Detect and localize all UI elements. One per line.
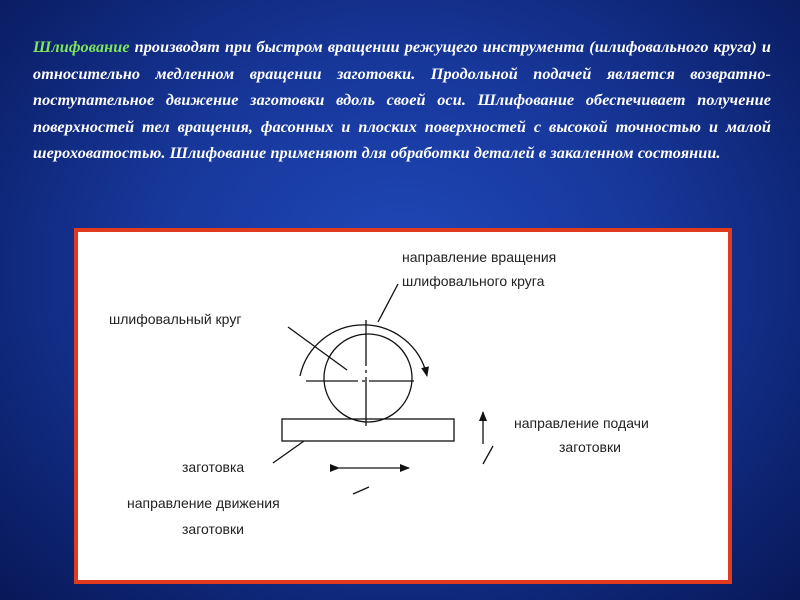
- diagram-frame: [74, 228, 732, 584]
- slide-body-text: [33, 34, 771, 167]
- wheel-rotation-arrow: [300, 325, 427, 376]
- workpiece-label-leader: [273, 441, 304, 463]
- workpiece-label: заготовка: [182, 459, 245, 475]
- feed-direction-label-line2: заготовки: [559, 439, 621, 455]
- grinding-diagram: [78, 232, 728, 580]
- rotation-label-leader: [378, 284, 398, 322]
- paragraph-text: производят при быстром вращении режущего инструмента (шлифовального круга) и относительно медленном вращении заготовки. Продольной подачей является возвратно-поступательное движение заготовки вдоль своей оси. Шлифование обеспечивает получение поверхностей тел вращения, фасонных и плоских поверхностей с высокой точностью и малой шероховатостью. Шлифование применяют для обработки деталей в закаленном состоянии.: [33, 38, 771, 162]
- feed-label-leader: [483, 446, 493, 464]
- grinding-wheel-label: шлифовальный круг: [109, 311, 242, 327]
- highlighted-term: Шлифование: [33, 38, 130, 56]
- movement-direction-label-line2: заготовки: [182, 521, 244, 537]
- feed-direction-label-line1: направление подачи: [514, 415, 649, 431]
- movement-direction-label-line1: направление движения: [127, 495, 280, 511]
- movement-label-leader: [353, 487, 369, 494]
- rotation-direction-label-line1: направление вращения: [402, 249, 557, 265]
- wheel-label-leader: [288, 327, 347, 370]
- grinding-wheel-circle: [324, 334, 412, 422]
- rotation-direction-label-line2: шлифовального круга: [402, 273, 545, 289]
